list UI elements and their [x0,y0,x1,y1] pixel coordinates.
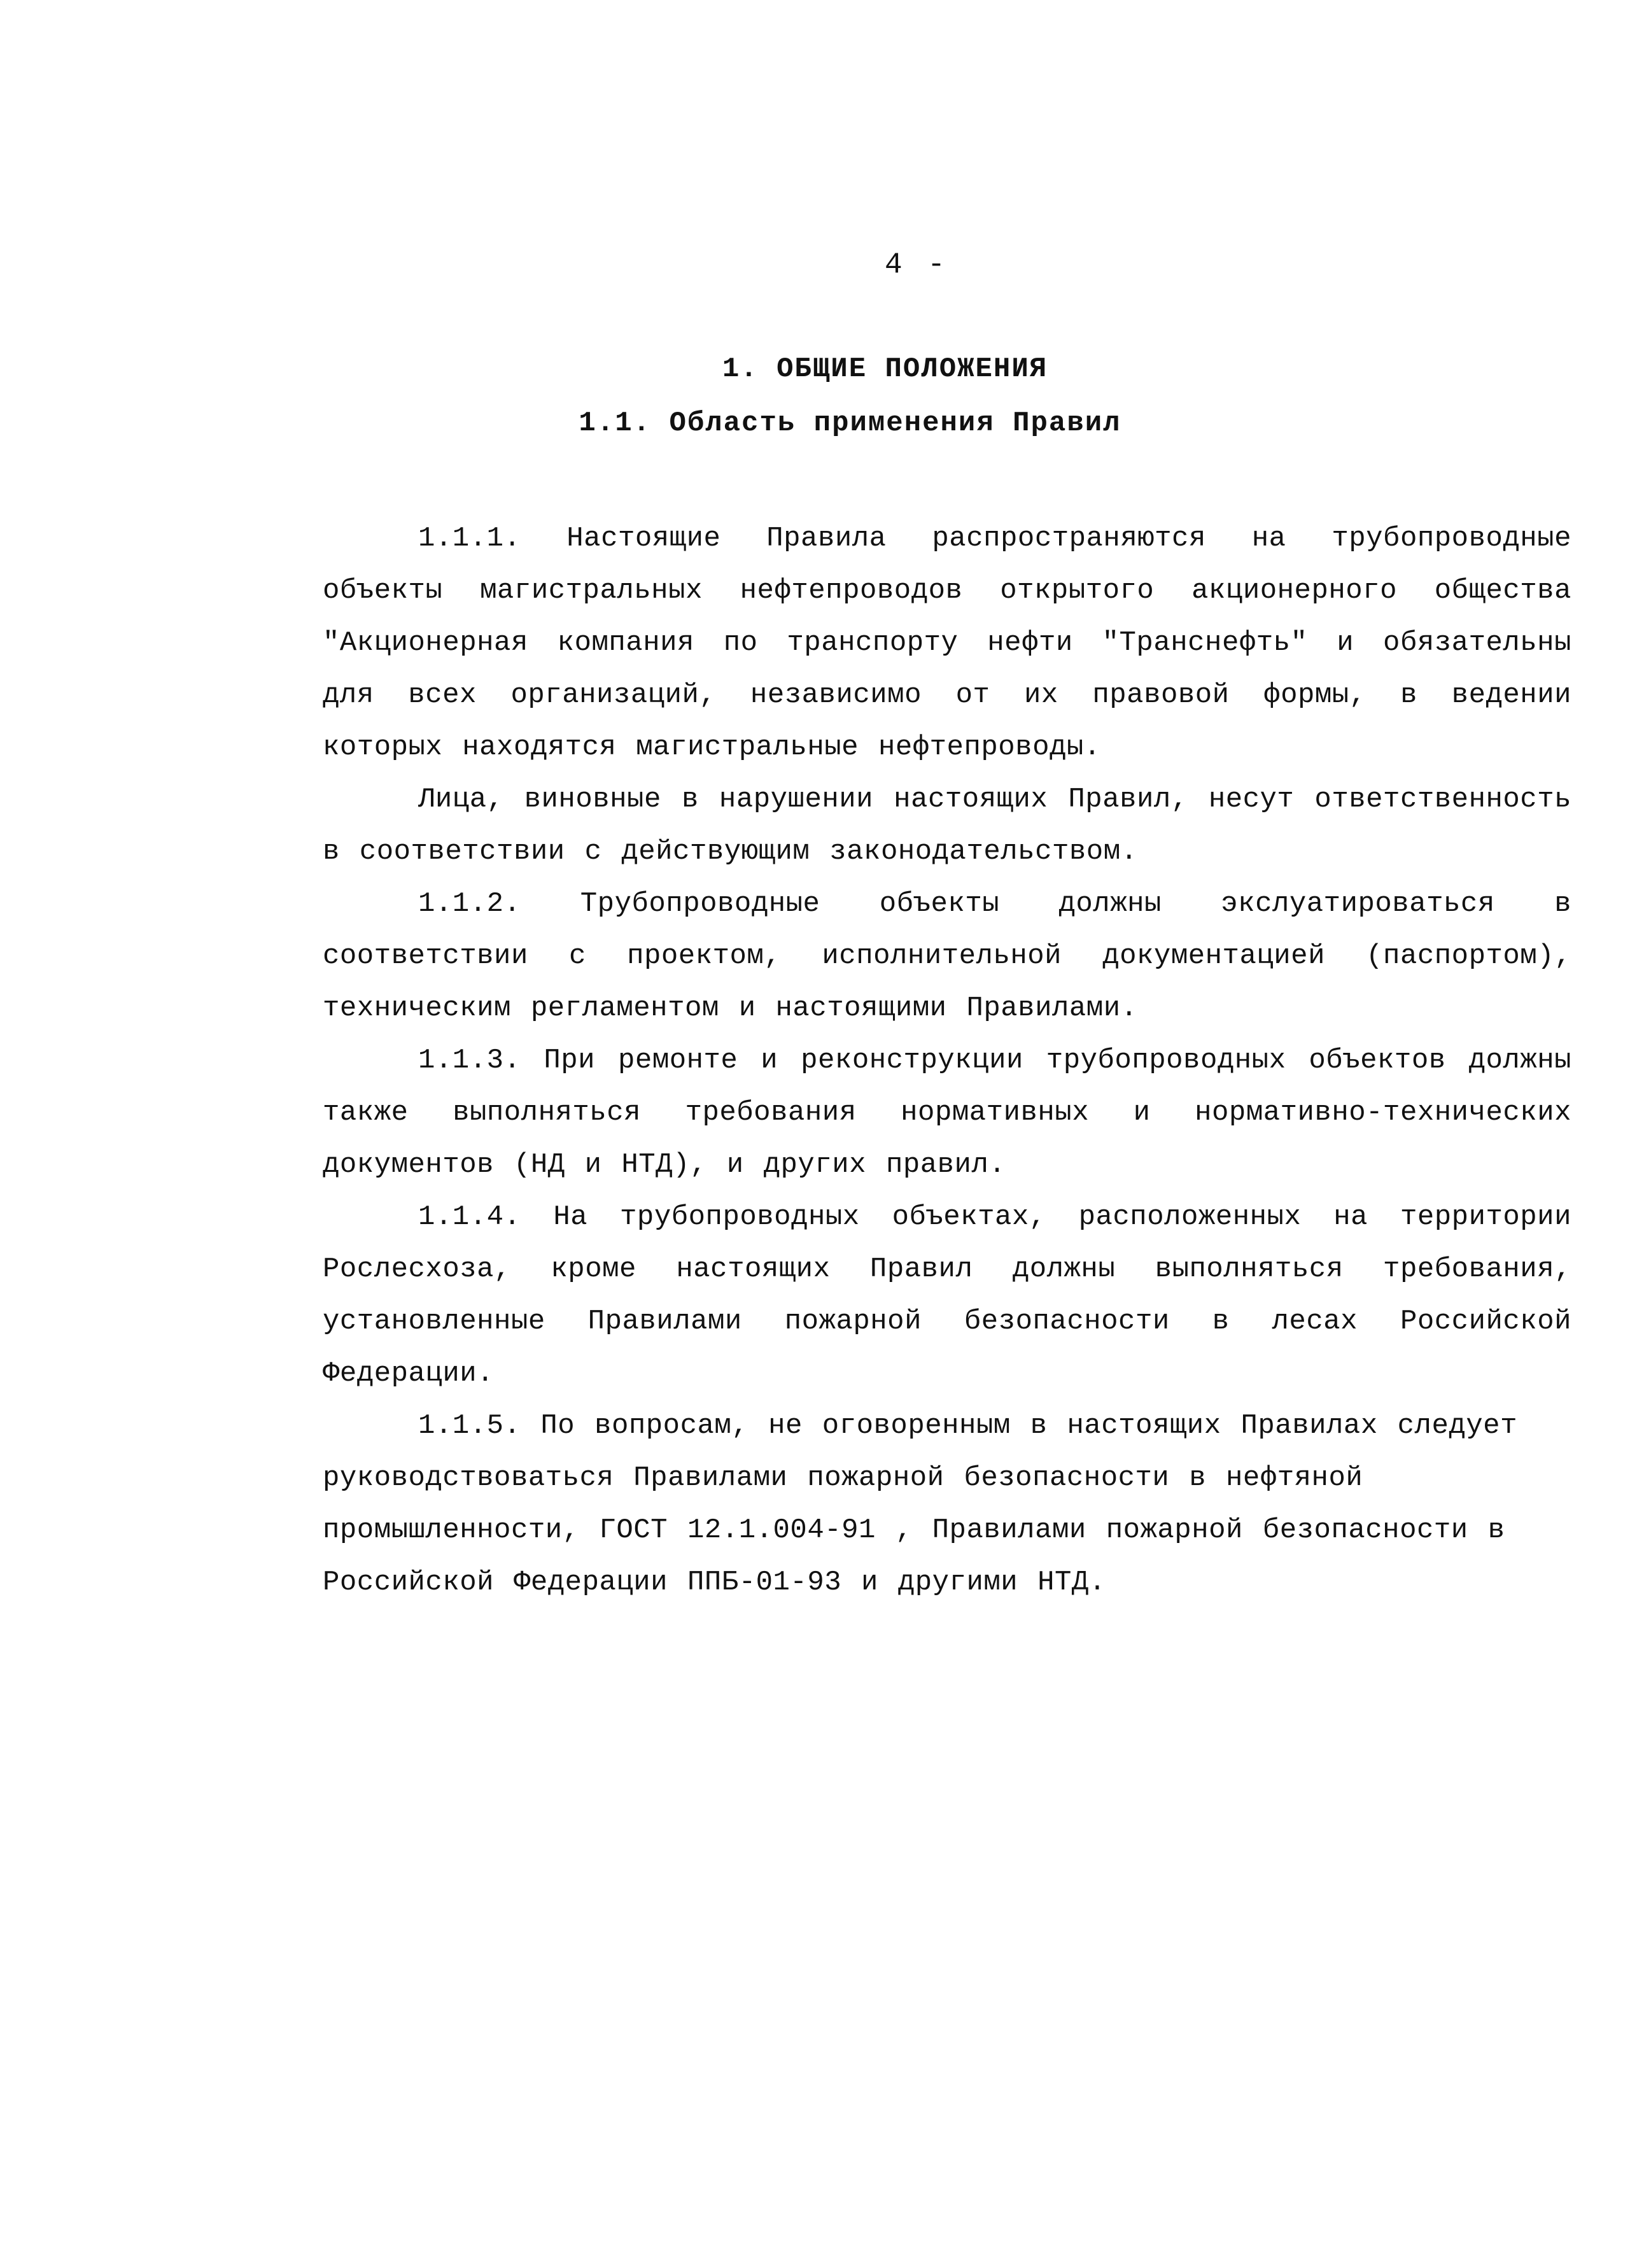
paragraph-1-1-2: 1.1.2. Трубопроводные объекты должны экслуатироваться в соответствии с проектом, исполнительной документацией (паспортом), техническим регламентом и настоящими Правилами. [323,888,1571,1024]
paragraph-1-1-4: 1.1.4. На трубопроводных объектах, расположенных на территории Рослесхоза, кроме настоящих Правил должны выполняться требования, установленные Правилами пожарной безопасности в лесах Российской Федерации. [323,1201,1571,1390]
section-title: 1. ОБЩИЕ ПОЛОЖЕНИЯ [722,353,1048,385]
paragraph-1-1-5: 1.1.5. По вопросам, не оговоренным в настоящих Правилах следует руководствоваться Правилами пожарной безопасности в нефтяной промышленности, ГОСТ 12.1.004-91 , Правилами пожарной безопасности в Российской Федерации ППБ-01-93 и другими НТД. [323,1410,1517,1598]
paragraph-1-1-3: 1.1.3. При ремонте и реконструкции трубопроводных объектов должны также выполняться требования нормативных и нормативно-технических документов (НД и НТД), и других правил. [323,1045,1571,1181]
page-number: 4 - [885,248,949,281]
paragraph-liability: Лица, виновные в нарушении настоящих Правил, несут ответственность в соответствии с действующим законодательством. [323,784,1571,868]
document-body [323,512,1571,1609]
subsection-title: 1.1. Область применения Правил [579,407,1121,439]
paragraph-1-1-1: 1.1.1. Настоящие Правила распространяются на трубопроводные объекты магистральных нефтепроводов открытого акционерного общества "Акционерная компания по транспорту нефти "Транснефть" и обязательны для всех организаций, независимо от их правовой формы, в ведении которых находятся магистральные нефтепроводы. [323,523,1571,763]
